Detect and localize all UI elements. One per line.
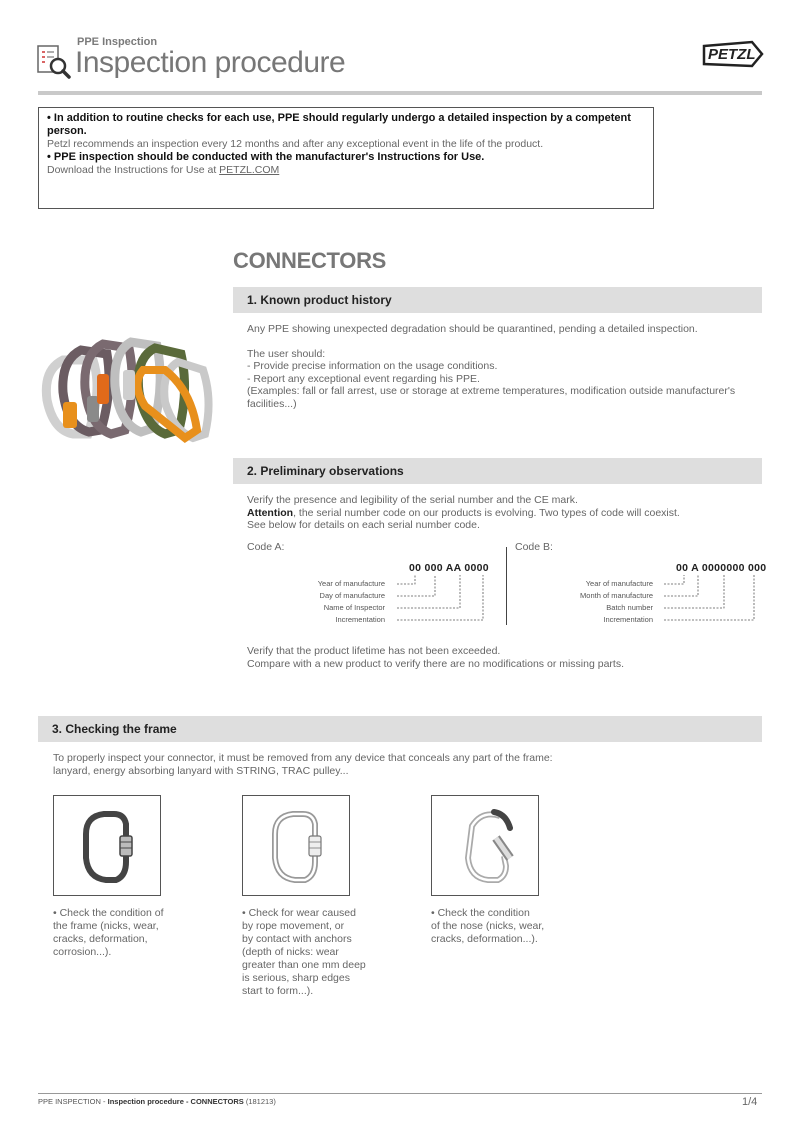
attention-label: Attention [247, 506, 294, 519]
section-1-text [247, 323, 757, 410]
section-1-p3: - Provide precise information on the usage conditions. [247, 360, 498, 372]
info-line-4 [47, 164, 645, 177]
code-b-leader-lines [662, 574, 762, 624]
footer-suffix: (181213) [243, 1097, 276, 1106]
section-2-p1: Verify the presence and legibility of the serial number and the CE mark. [247, 494, 578, 506]
section-2-text [247, 494, 757, 532]
code-divider [506, 547, 507, 625]
connectors-heading: CONNECTORS [233, 248, 387, 273]
section-1-p4: - Report any exceptional event regarding his PPE. [247, 372, 480, 385]
figure-wear-box [242, 795, 350, 896]
figure-frame-box [53, 795, 161, 896]
code-b-field-2: Month of manufacture [580, 591, 653, 600]
figure-frame-caption: • Check the condition of the frame (nicks, wear, cracks, deformation, corrosion...). [53, 907, 164, 958]
footer-text [38, 1097, 276, 1106]
section-3-intro-2: lanyard, energy absorbing lanyard with STRING, TRAC pulley... [53, 764, 349, 777]
section-2-p2-text: , the serial number code on our products is evolving. Two types of code will coexist. [293, 506, 680, 519]
carabiners-photo [33, 330, 218, 450]
info-line-2: Petzl recommends an inspection every 12 months and after any exceptional event in the life of the product. [47, 138, 544, 150]
section-2-p5: Compare with a new product to verify there are no modifications or missing parts. [247, 657, 625, 670]
checklist-magnifier-icon [36, 44, 72, 80]
code-a-leader-lines [395, 574, 495, 624]
petzl-link[interactable]: PETZL.COM [219, 164, 280, 176]
code-a-field-3: Name of Inspector [323, 603, 385, 612]
section-2-heading: 2. Preliminary observations [233, 458, 762, 484]
header-subtitle: PPE Inspection [77, 36, 158, 48]
figure-nose-box [431, 795, 539, 896]
svg-text:PETZL: PETZL [708, 46, 756, 63]
section-3-intro [53, 752, 753, 777]
page-title: Inspection procedure [75, 46, 346, 79]
section-2-p2 [247, 507, 757, 520]
section-1-p5: (Examples: fall or fall arrest, use or storage at extreme temperatures, modification outside manufacturer's facilities...) [247, 385, 736, 410]
code-b-value: 00 A 0000000 000 [676, 562, 767, 574]
info-line-4-text: Download the Instructions for Use at [47, 164, 220, 176]
code-a-field-2: Day of manufacture [319, 591, 385, 600]
code-a-value: 00 000 AA 0000 [409, 562, 489, 574]
petzl-logo [698, 38, 766, 70]
code-b-field-1: Year of manufacture [585, 579, 653, 588]
figure-wear-caption: • Check for wear caused by rope movement, or by contact with anchors (depth of nicks: wear greater than one mm deep is serious, sharp edges start to form...). [242, 907, 366, 997]
section-1-p2: The user should: [247, 347, 326, 360]
figure-nose-caption: • Check the condition of the nose (nicks, wear, cracks, deformation...). [431, 907, 545, 945]
code-b-label: Code B: [515, 541, 553, 553]
carabiner-frame-icon [54, 796, 162, 897]
footer-prefix: PPE INSPECTION - [38, 1097, 108, 1106]
carabiner-nose-icon [432, 796, 540, 897]
header-rule [38, 91, 762, 95]
section-2-p3: See below for details on each serial number code. [247, 519, 480, 531]
code-a-label: Code A: [247, 541, 285, 553]
section-1-p1: Any PPE showing unexpected degradation should be quarantined, pending a detailed inspection. [247, 323, 698, 335]
code-b-field-4: Incrementation [603, 615, 653, 624]
info-line-3: • PPE inspection should be conducted with the manufacturer's Instructions for Use. [47, 151, 485, 163]
code-a-field-4: Incrementation [335, 615, 385, 624]
footer-rule [38, 1093, 762, 1094]
section-3-heading: 3. Checking the frame [38, 716, 762, 742]
code-b-field-3: Batch number [606, 603, 653, 612]
page-number: 1/4 [742, 1096, 758, 1108]
section-3-intro-1: To properly inspect your connector, it must be removed from any device that conceals any part of the frame: [53, 752, 553, 764]
info-line-1: • In addition to routine checks for each use, PPE should regularly undergo a detailed inspection by a competent person. [47, 112, 631, 137]
carabiner-wear-icon [243, 796, 351, 897]
section-2-p4: Verify that the product lifetime has not been exceeded. [247, 645, 501, 657]
code-a-field-1: Year of manufacture [317, 579, 385, 588]
footer-doc-title: Inspection procedure - CONNECTORS [107, 1097, 244, 1106]
section-2-closing [247, 645, 757, 670]
info-box [38, 107, 654, 209]
section-1-heading: 1. Known product history [233, 287, 762, 313]
